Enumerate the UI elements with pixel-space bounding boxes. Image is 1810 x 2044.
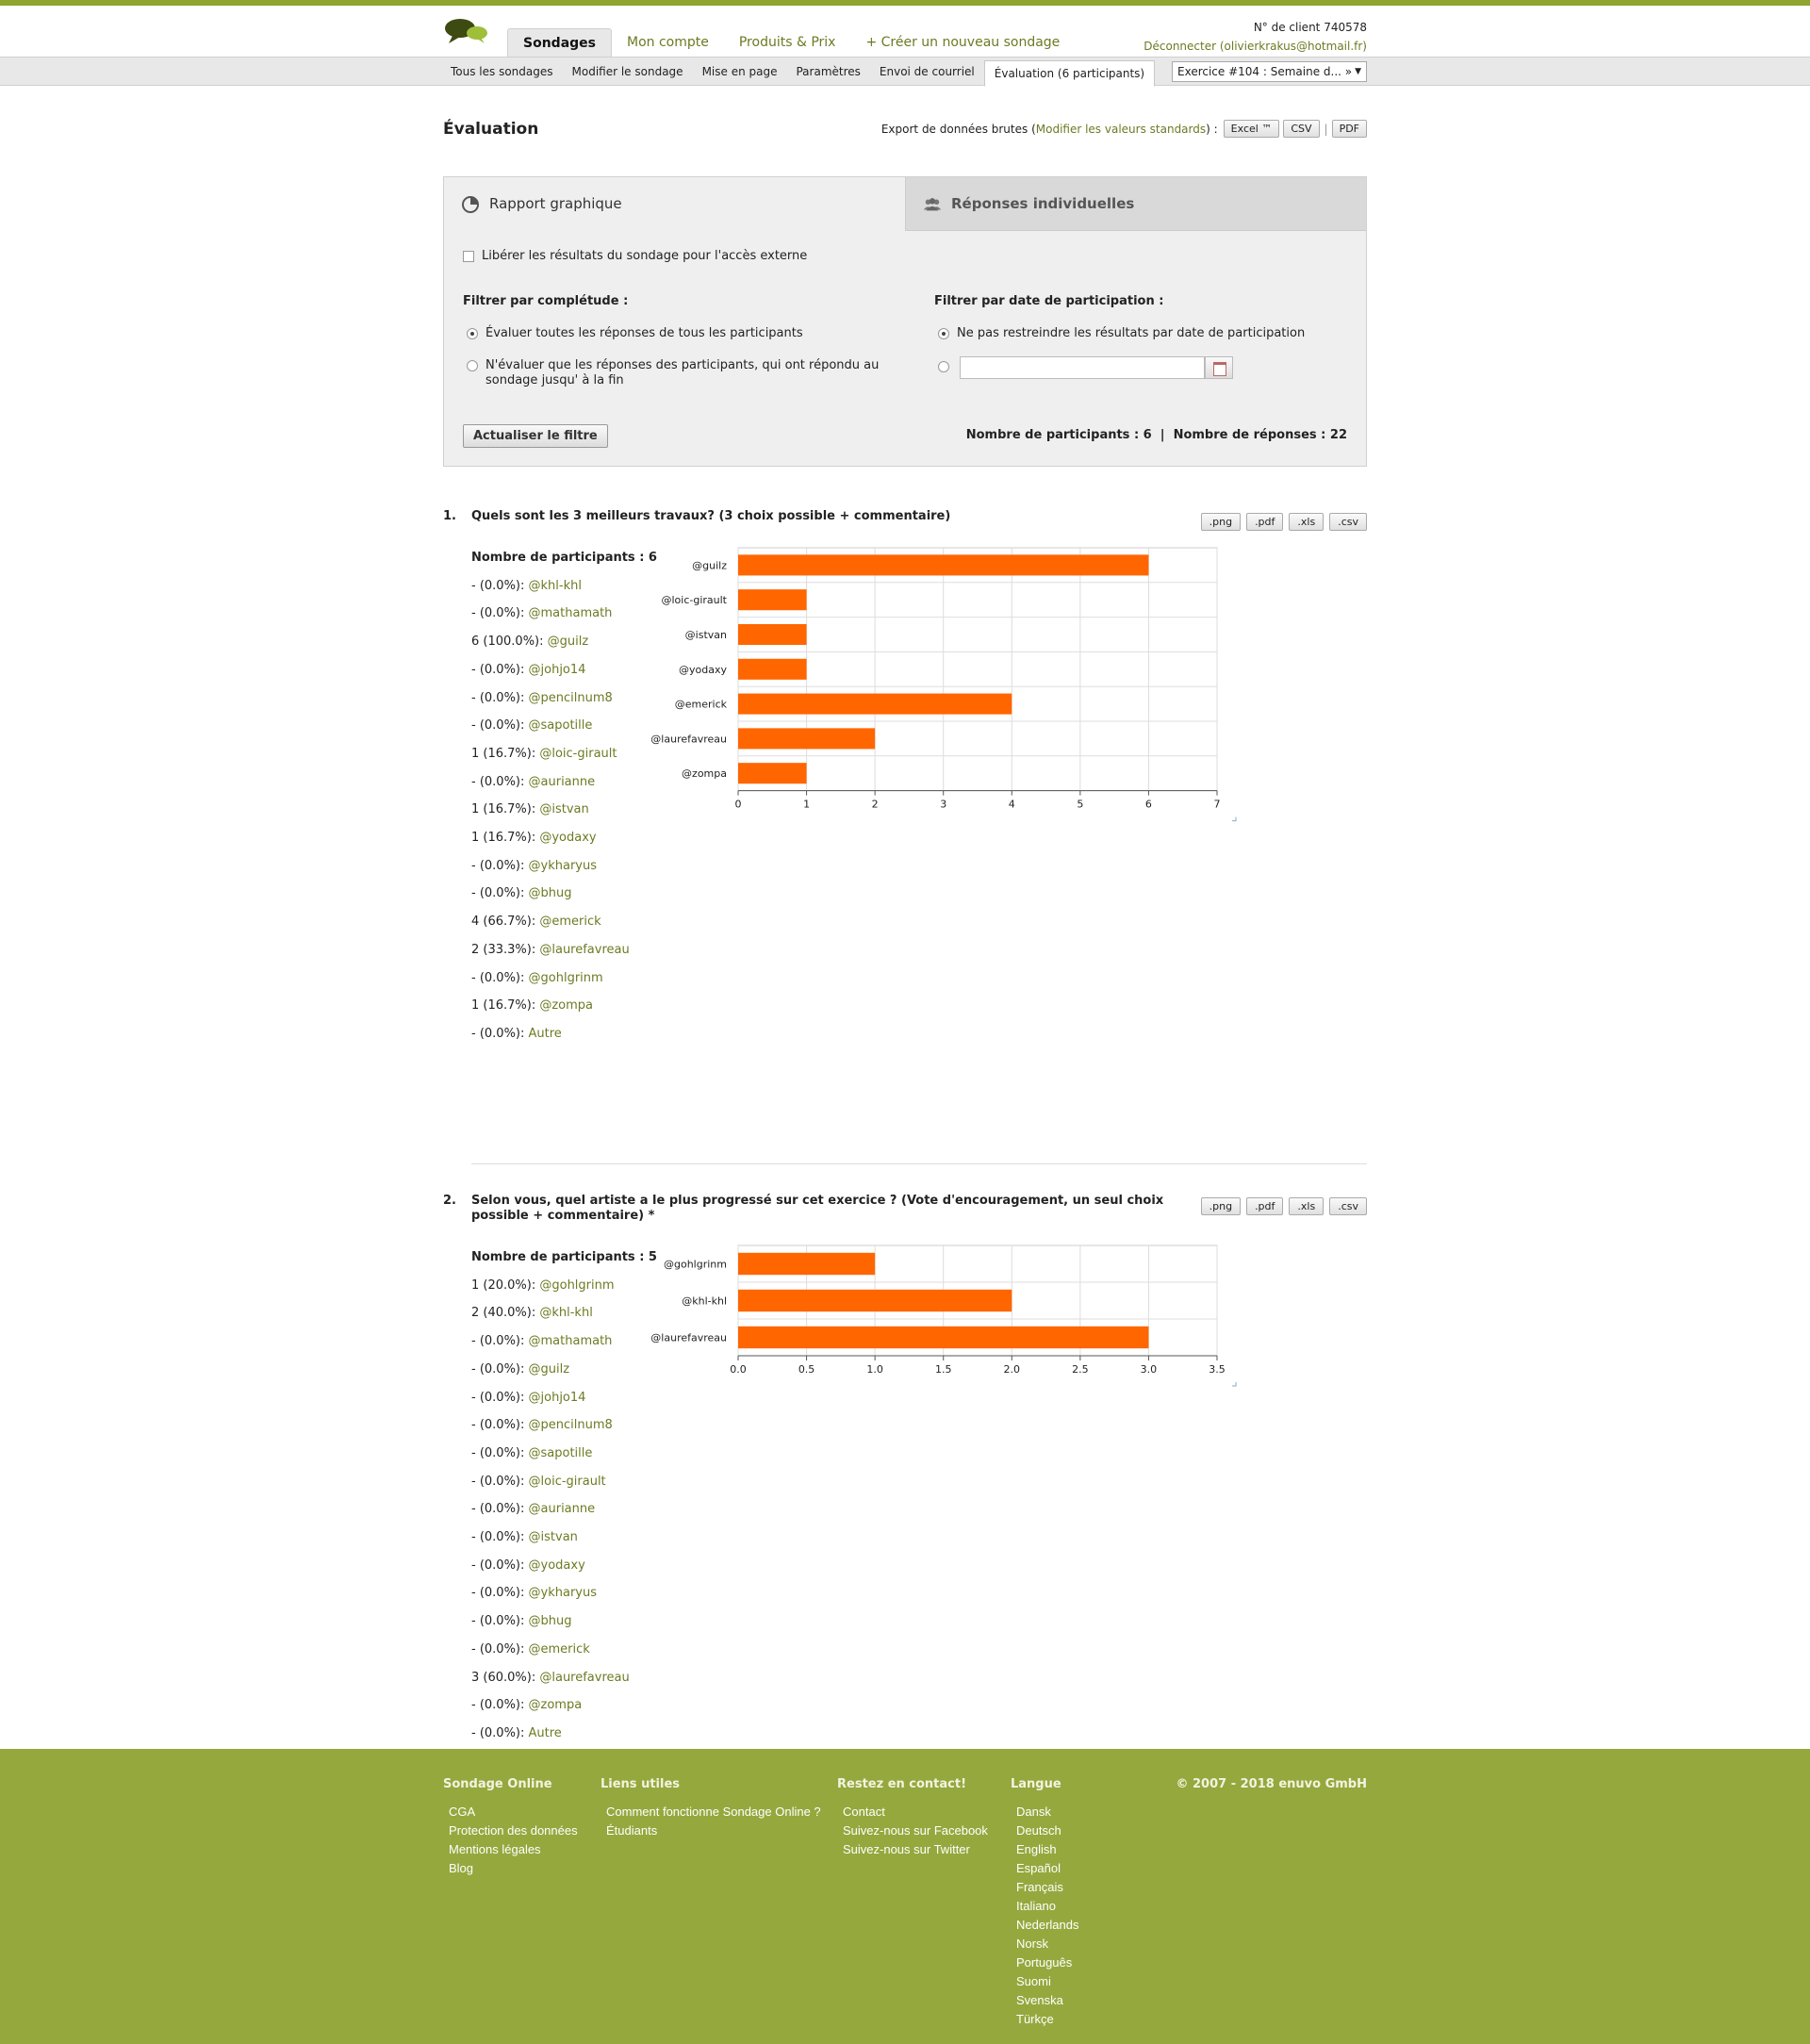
answer-count: - (0.0%):	[471, 886, 529, 901]
list-item	[471, 1607, 657, 1636]
answer-label[interactable]: @ykharyus	[528, 1586, 597, 1601]
logout-link[interactable]: Déconnecter (olivierkrakus@hotmail.fr)	[1144, 40, 1367, 53]
tick-label: 0.5	[798, 1363, 815, 1376]
footer-link[interactable]: Blog	[449, 1861, 474, 1875]
release-results-row	[463, 249, 807, 263]
answer-label[interactable]: @mathamath	[528, 606, 613, 621]
footer-col-title: Restez en contact!	[837, 1777, 967, 1791]
bar	[738, 694, 1012, 715]
question-1	[443, 509, 1367, 1094]
footer-col-title: Langue	[1011, 1777, 1061, 1791]
bar	[738, 1253, 875, 1275]
list-item	[471, 936, 657, 964]
download-buttons	[1195, 513, 1367, 531]
list-item	[471, 1384, 657, 1412]
answer-count: - (0.0%):	[471, 690, 529, 705]
bar-chart	[650, 1245, 1226, 1396]
footer-link[interactable]: Protection des données	[449, 1823, 578, 1838]
answer-label[interactable]: @bhug	[528, 886, 572, 901]
list-item	[471, 1327, 657, 1356]
footer-link[interactable]: Suivez-nous sur Facebook	[843, 1823, 988, 1838]
answer-label[interactable]: @istvan	[528, 1530, 578, 1545]
survey-select-value: Exercice #104 : Semaine d... »	[1177, 65, 1353, 78]
category-label: @laurefavreau	[650, 1331, 727, 1344]
footer-link[interactable]: Dansk	[1016, 1805, 1051, 1819]
footer-link[interactable]: Suomi	[1016, 1974, 1051, 1988]
tab-produits-prix[interactable]: Produits & Prix	[738, 35, 836, 50]
chevron-down-icon: ▼	[1355, 67, 1361, 76]
bar	[738, 728, 875, 749]
answer-label[interactable]: Autre	[528, 1026, 562, 1041]
tab-create-survey[interactable]: + Créer un nouveau sondage	[865, 35, 1061, 50]
answer-label[interactable]: @gohlgrinm	[528, 970, 603, 985]
answer-count: - (0.0%):	[471, 970, 529, 985]
footer-col-sondage	[443, 1777, 578, 1878]
answer-count: - (0.0%):	[471, 858, 529, 873]
bar	[738, 1290, 1012, 1311]
answer-label[interactable]: @johjo14	[528, 662, 586, 677]
list-item	[471, 1664, 657, 1692]
completion-finished-label: N'évaluer que les réponses des participants, qui ont répondu au sondage jusqu' à la fin	[485, 358, 880, 387]
page-title: Évaluation	[443, 120, 539, 139]
answer-count: 1 (16.7%):	[471, 831, 540, 846]
completion-finished-row	[467, 358, 910, 388]
list-item	[471, 600, 657, 628]
list-item	[471, 1579, 657, 1607]
answer-count: - (0.0%):	[471, 1390, 529, 1405]
answer-list	[471, 544, 657, 1048]
completion-all-radio[interactable]	[467, 328, 478, 339]
list-item	[471, 1411, 657, 1440]
question-divider	[471, 1163, 1367, 1164]
answer-label[interactable]: @aurianne	[528, 1502, 596, 1517]
footer-link[interactable]: Suivez-nous sur Twitter	[843, 1842, 970, 1856]
download-png-button[interactable]: .png	[1201, 513, 1241, 531]
category-label: @istvan	[684, 629, 727, 641]
list-item	[471, 628, 657, 656]
list-item	[471, 1495, 657, 1524]
tab-individual-responses-label: Réponses individuelles	[951, 195, 1135, 212]
category-label: @laurefavreau	[650, 733, 727, 746]
category-label: @guilz	[692, 559, 727, 572]
download-pdf-button[interactable]: .pdf	[1246, 513, 1283, 531]
tick-label: 5	[1077, 798, 1084, 811]
footer-col-contact	[837, 1777, 988, 1859]
footer-link[interactable]: Norsk	[1016, 1937, 1048, 1951]
download-buttons	[1195, 1197, 1367, 1215]
footer-link[interactable]: English	[1016, 1842, 1057, 1856]
footer-link[interactable]: Mentions légales	[449, 1842, 541, 1856]
answer-count: - (0.0%):	[471, 1445, 529, 1460]
list-item	[471, 684, 657, 713]
list-item	[471, 572, 657, 601]
answer-label[interactable]: Autre	[528, 1725, 562, 1740]
list-item	[471, 1636, 657, 1664]
export-pdf-button[interactable]: PDF	[1332, 120, 1367, 138]
answer-count: 3 (60.0%):	[471, 1670, 540, 1685]
list-item	[471, 796, 657, 824]
tick-label: 7	[1213, 798, 1221, 811]
answer-label[interactable]: @aurianne	[528, 774, 596, 789]
question-number: 2.	[443, 1194, 456, 1208]
download-csv-button[interactable]: .csv	[1329, 1197, 1367, 1215]
answer-count: - (0.0%):	[471, 578, 529, 593]
list-item	[471, 964, 657, 993]
tick-label: 1.5	[934, 1363, 952, 1376]
pie-chart-icon	[461, 195, 480, 214]
answer-count: - (0.0%):	[471, 1586, 529, 1601]
tick-label: 3.0	[1140, 1363, 1158, 1376]
list-item	[471, 1691, 657, 1720]
answer-label[interactable]: @guilz	[528, 1361, 570, 1376]
answer-count: 1 (20.0%):	[471, 1278, 540, 1293]
category-label: @zompa	[682, 767, 727, 781]
completion-all-label: Évaluer toutes les réponses de tous les participants	[485, 326, 803, 340]
list-item	[471, 1720, 657, 1748]
list-item	[471, 1299, 657, 1327]
answer-label[interactable]: @khl-khl	[528, 578, 582, 593]
answer-label[interactable]: @khl-khl	[539, 1306, 593, 1321]
subtab-all-surveys[interactable]: Tous les sondages	[451, 65, 553, 78]
answer-count: - (0.0%):	[471, 606, 529, 621]
category-label: @khl-khl	[682, 1294, 727, 1308]
list-item	[471, 768, 657, 797]
answer-count: - (0.0%):	[471, 1502, 529, 1517]
answer-label[interactable]: @yodaxy	[528, 1558, 585, 1573]
bar	[738, 659, 807, 680]
answer-label[interactable]: @mathamath	[528, 1334, 613, 1349]
list-item	[471, 1552, 657, 1580]
answer-label[interactable]: @zompa	[528, 1698, 583, 1713]
answer-label[interactable]: @emerick	[528, 1641, 590, 1657]
tick-label: 1.0	[866, 1363, 883, 1376]
answer-count: - (0.0%):	[471, 1698, 529, 1713]
subtab-settings[interactable]: Paramètres	[796, 65, 861, 78]
list-item	[471, 1524, 657, 1552]
filter-completion-label: Filtrer par complétude :	[463, 294, 629, 308]
tick-label: 2	[871, 798, 879, 811]
answer-label[interactable]: @emerick	[539, 915, 601, 930]
resize-handle-icon	[1232, 1382, 1236, 1386]
bar	[738, 624, 807, 645]
date-none-label: Ne pas restreindre les résultats par date de participation	[957, 326, 1306, 340]
update-filter-button[interactable]: Actualiser le filtre	[463, 424, 608, 448]
answer-count: - (0.0%):	[471, 1614, 529, 1629]
answer-label[interactable]: @sapotille	[528, 1445, 593, 1460]
client-info	[1144, 18, 1367, 56]
tick-label: 3.5	[1209, 1363, 1226, 1376]
filter-date-label: Filtrer par date de participation :	[934, 294, 1164, 308]
answer-label[interactable]: @loic-girault	[539, 746, 617, 761]
list-item	[471, 992, 657, 1020]
answer-label[interactable]: @istvan	[539, 802, 589, 817]
footer-link[interactable]: Italiano	[1016, 1899, 1056, 1913]
sub-navigation	[0, 57, 1810, 86]
list-item	[471, 1272, 657, 1300]
answer-label[interactable]: @ykharyus	[528, 858, 597, 873]
tick-label: 3	[940, 798, 947, 811]
answer-count: 2 (33.3%):	[471, 942, 540, 957]
list-item	[471, 908, 657, 936]
category-label: @gohlgrinm	[664, 1258, 727, 1271]
tick-label: 2.0	[1003, 1363, 1021, 1376]
answer-label[interactable]: @bhug	[528, 1614, 572, 1629]
list-item	[471, 740, 657, 768]
answer-count: 1 (16.7%):	[471, 802, 540, 817]
date-input[interactable]	[960, 356, 1205, 379]
answer-count: - (0.0%):	[471, 1530, 529, 1545]
answer-label[interactable]: @pencilnum8	[528, 690, 613, 705]
logo-speech-bubbles-icon[interactable]	[443, 17, 490, 45]
list-item	[471, 1020, 657, 1048]
subtab-edit-survey[interactable]: Modifier le sondage	[571, 65, 683, 78]
tick-label: 0	[734, 798, 742, 811]
footer-link[interactable]: Français	[1016, 1880, 1063, 1894]
answer-count: - (0.0%):	[471, 662, 529, 677]
client-number: N° de client 740578	[1253, 21, 1367, 34]
answer-count: - (0.0%):	[471, 1418, 529, 1433]
list-item	[471, 880, 657, 908]
date-range-radio[interactable]	[938, 361, 949, 372]
answer-count: - (0.0%):	[471, 1725, 529, 1740]
download-xls-button[interactable]: .xls	[1289, 513, 1324, 531]
footer-link[interactable]: Étudiants	[606, 1823, 658, 1838]
subtab-layout[interactable]: Mise en page	[701, 65, 778, 78]
tick-label: 2.5	[1072, 1363, 1089, 1376]
category-label: @yodaxy	[679, 663, 727, 676]
export-label: Export de données brutes (	[880, 122, 1036, 136]
list-item	[471, 852, 657, 881]
tick-label: 1	[803, 798, 811, 811]
answer-label[interactable]: @yodaxy	[539, 831, 597, 846]
footer-link[interactable]: Comment fonctionne Sondage Online ?	[606, 1805, 821, 1819]
answer-label[interactable]: @johjo14	[528, 1390, 586, 1405]
survey-select[interactable]	[1172, 61, 1367, 82]
download-png-button[interactable]: .png	[1201, 1197, 1241, 1215]
export-bar	[881, 120, 1367, 138]
footer-col-title: Liens utiles	[601, 1777, 681, 1791]
answer-label[interactable]: @sapotille	[528, 718, 593, 734]
export-separator: |	[1324, 122, 1328, 136]
participants-count: Nombre de participants : 6	[471, 551, 657, 565]
completion-all-row	[467, 326, 803, 340]
footer	[0, 1749, 1810, 2044]
export-suffix: ) :	[1206, 122, 1218, 136]
export-csv-button[interactable]: CSV	[1283, 120, 1319, 138]
footer-link[interactable]: Türkçe	[1016, 2012, 1054, 2026]
release-results-checkbox[interactable]	[463, 251, 474, 262]
answer-count: 6 (100.0%):	[471, 635, 548, 650]
tick-label: 6	[1144, 798, 1152, 811]
answer-count: - (0.0%):	[471, 1474, 529, 1489]
list-item	[471, 1440, 657, 1468]
bar-chart	[650, 548, 1221, 812]
edit-defaults-link[interactable]: Modifier les valeurs standards	[1035, 122, 1207, 136]
users-icon	[923, 195, 942, 214]
copyright: © 2007 - 2018 enuvo GmbH	[1176, 1777, 1367, 1791]
category-label: @loic-girault	[661, 594, 727, 607]
answer-list	[471, 1244, 657, 1748]
tab-individual-responses[interactable]	[905, 177, 1366, 231]
subtab-evaluation[interactable]: Évaluation (6 participants)	[984, 60, 1155, 87]
resize-handle-icon	[1232, 817, 1236, 821]
participant-counts: Nombre de participants : 6 | Nombre de réponses : 22	[965, 428, 1347, 442]
list-item	[471, 824, 657, 852]
question-number: 1.	[443, 509, 456, 523]
date-range-row	[938, 359, 957, 372]
tab-graphic-report[interactable]	[444, 177, 905, 231]
subtab-email[interactable]: Envoi de courriel	[879, 65, 975, 78]
answer-label[interactable]: @zompa	[539, 998, 594, 1014]
footer-link[interactable]: Svenska	[1016, 1993, 1063, 2007]
release-results-label: Libérer les résultats du sondage pour l'accès externe	[482, 249, 808, 263]
export-excel-button[interactable]: Excel ™	[1224, 120, 1280, 138]
footer-link[interactable]: Deutsch	[1016, 1823, 1061, 1838]
answer-count: - (0.0%):	[471, 718, 529, 734]
participants-count: Nombre de participants : 5	[471, 1250, 657, 1264]
main-tabs	[507, 28, 1075, 57]
bar	[738, 554, 1148, 575]
answer-count: 2 (40.0%):	[471, 1306, 540, 1321]
date-none-radio[interactable]	[938, 328, 949, 339]
answer-label[interactable]: @loic-girault	[528, 1474, 606, 1489]
tab-sondages[interactable]: Sondages	[507, 28, 612, 57]
calendar-icon[interactable]	[1205, 356, 1233, 379]
tab-mon-compte[interactable]: Mon compte	[627, 35, 709, 50]
answer-count: - (0.0%):	[471, 774, 529, 789]
answer-count: 1 (16.7%):	[471, 998, 540, 1014]
footer-link[interactable]: Contact	[843, 1805, 885, 1819]
download-csv-button[interactable]: .csv	[1329, 513, 1367, 531]
footer-col-title: Sondage Online	[443, 1777, 552, 1791]
answer-count: - (0.0%):	[471, 1641, 529, 1657]
list-item	[471, 1356, 657, 1384]
answer-label[interactable]: @pencilnum8	[528, 1418, 613, 1433]
footer-link[interactable]: Nederlands	[1016, 1918, 1079, 1932]
answer-count: 4 (66.7%):	[471, 915, 540, 930]
footer-col-liens	[601, 1777, 821, 1840]
answer-label[interactable]: @guilz	[547, 635, 589, 650]
answer-label[interactable]: @laurefavreau	[539, 942, 630, 957]
download-xls-button[interactable]: .xls	[1289, 1197, 1324, 1215]
list-item	[471, 712, 657, 740]
completion-finished-radio[interactable]	[467, 360, 478, 371]
footer-link[interactable]: Português	[1016, 1955, 1073, 1970]
answer-count: - (0.0%):	[471, 1558, 529, 1573]
category-label: @emerick	[674, 698, 727, 711]
bar	[738, 1327, 1148, 1348]
question-title: Selon vous, quel artiste a le plus progressé sur cet exercice ? (Vote d'encouragement, un seul choix possible + commentaire) *	[471, 1194, 1164, 1223]
list-item	[471, 656, 657, 684]
answer-label[interactable]: @gohlgrinm	[539, 1278, 615, 1293]
plot-area	[738, 548, 1217, 791]
answer-label[interactable]: @laurefavreau	[539, 1670, 630, 1685]
question-2	[443, 1194, 1367, 1740]
answer-count: - (0.0%):	[471, 1361, 529, 1376]
list-item	[471, 1468, 657, 1496]
date-none-row	[938, 326, 1305, 340]
tick-label: 0.0	[730, 1363, 747, 1376]
filter-panel	[443, 176, 1367, 467]
answer-count: - (0.0%):	[471, 1334, 529, 1349]
download-pdf-button[interactable]: .pdf	[1246, 1197, 1283, 1215]
question-title: Quels sont les 3 meilleurs travaux? (3 choix possible + commentaire)	[471, 509, 951, 523]
tab-graphic-report-label: Rapport graphique	[489, 195, 622, 212]
footer-link[interactable]: Español	[1016, 1861, 1061, 1875]
bar	[738, 763, 807, 783]
footer-col-langue	[1011, 1777, 1079, 2029]
tick-label: 4	[1008, 798, 1015, 811]
answer-count: - (0.0%):	[471, 1026, 529, 1041]
header	[443, 6, 1367, 57]
answer-count: 1 (16.7%):	[471, 746, 540, 761]
footer-link[interactable]: CGA	[449, 1805, 476, 1819]
bar	[738, 589, 807, 610]
